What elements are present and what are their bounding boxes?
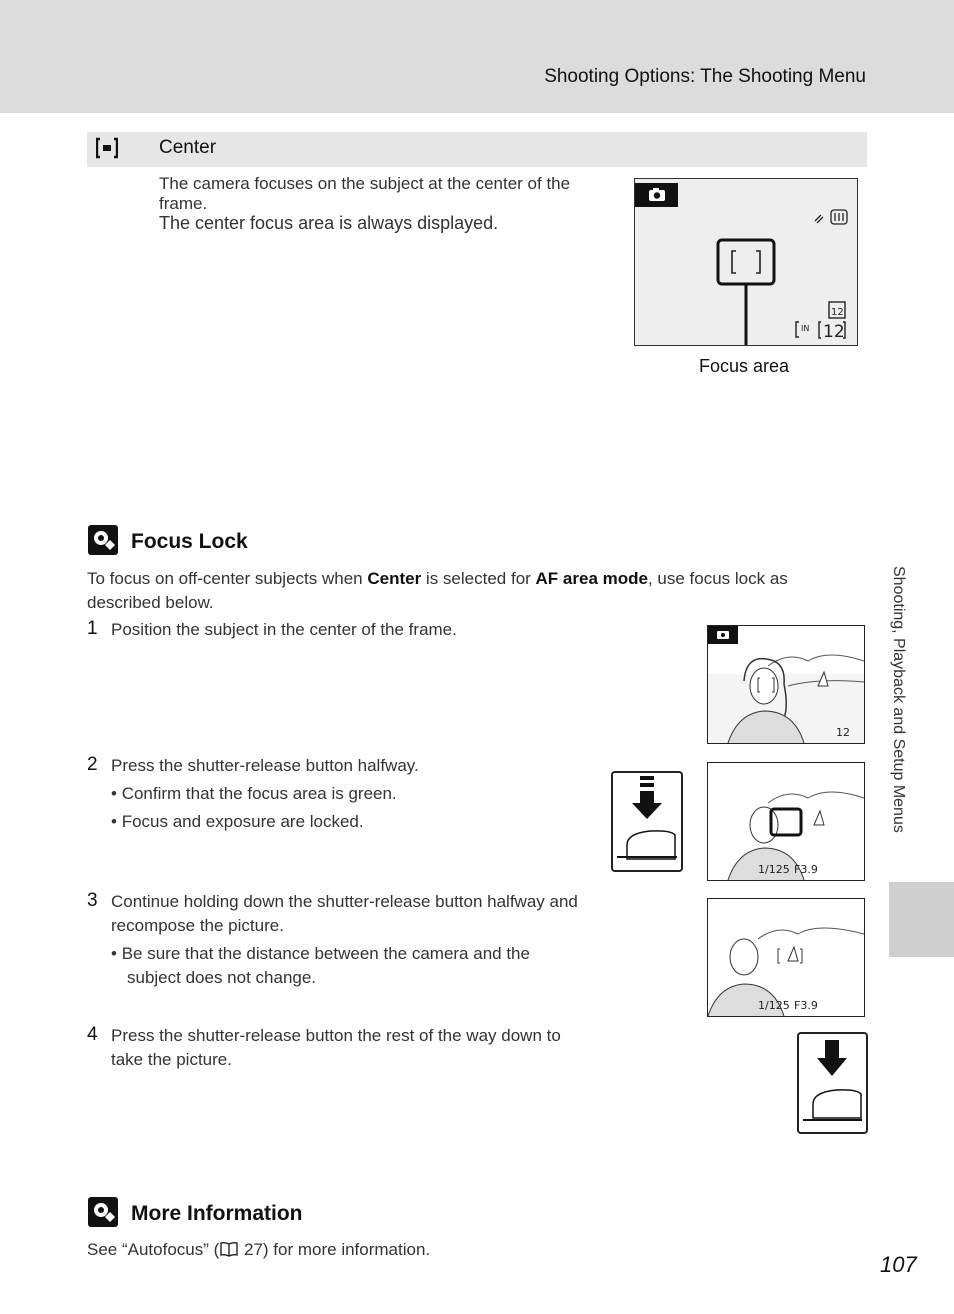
step-number: 2	[87, 754, 98, 775]
focus-lock-intro	[87, 567, 847, 615]
more-info-title: More Information	[131, 1202, 303, 1225]
internal-memory-icon	[796, 322, 809, 337]
aperture: F3.9	[794, 999, 818, 1012]
figure-caption: Focus area	[699, 356, 790, 376]
svg-text:IN: IN	[801, 324, 810, 333]
focus-lock-title: Focus Lock	[131, 530, 248, 553]
page-number: 107	[880, 1252, 917, 1277]
step-number: 4	[87, 1024, 98, 1045]
step-text: Press the shutter-release button halfway.	[111, 756, 419, 775]
hint-icon	[88, 525, 118, 555]
step-text: Continue holding down the shutter-release button halfway and recompose the picture.	[111, 892, 578, 935]
intro-text: , use focus lock as described below.	[87, 569, 788, 612]
step1-photo	[707, 625, 865, 744]
bullet-item: • Be sure that the distance between the camera and the subject does not change.	[111, 944, 530, 987]
image-size-icon	[829, 302, 845, 318]
aperture: F3.9	[794, 863, 818, 876]
center-description-1: The camera focuses on the subject at the center of the frame.	[159, 174, 571, 213]
half-press-drawing	[613, 773, 681, 870]
step-number: 1	[87, 618, 98, 639]
intro-text: is selected for	[421, 569, 536, 588]
intro-center-term: Center	[367, 569, 422, 588]
option-label: Center	[159, 137, 217, 158]
step-number: 3	[87, 890, 98, 911]
step3-photo	[707, 898, 865, 1017]
book-icon	[219, 1241, 239, 1257]
photo-counter: 12	[836, 726, 850, 739]
center-description-2: The center focus area is always displayed.	[159, 213, 499, 233]
header-band	[0, 0, 954, 113]
page-header-title: Shooting Options: The Shooting Menu	[544, 66, 866, 87]
bullet-text: Focus and exposure are locked.	[121, 812, 364, 831]
camera-screen-figure	[634, 178, 858, 346]
hint-icon	[88, 1197, 118, 1227]
portrait-scene-locked	[708, 763, 864, 880]
bullet-text: Confirm that the focus area is green.	[121, 784, 397, 803]
intro-text: To focus on off-center subjects when	[87, 569, 368, 588]
full-press-drawing	[799, 1034, 866, 1132]
shutter-speed: 1/125	[758, 999, 790, 1012]
vr-icon	[815, 210, 847, 224]
step-text: Position the subject in the center of the frame.	[111, 620, 457, 639]
more-info-text-part: 27) for more information.	[239, 1240, 431, 1259]
recomposed-scene	[708, 899, 864, 1016]
bullet-text: Be sure that the distance between the camera and the subject does not change.	[121, 944, 530, 987]
side-tab-label: Shooting, Playback and Setup Menus	[890, 566, 907, 833]
intro-af-area-term: AF area mode	[535, 569, 648, 588]
shutter-half-press-illustration	[611, 771, 683, 872]
more-info-text-part: See “Autofocus” (	[87, 1240, 220, 1259]
shutter-full-press-illustration	[797, 1032, 868, 1134]
portrait-scene	[708, 626, 864, 743]
step2-photo	[707, 762, 865, 881]
shutter-speed: 1/125	[758, 863, 790, 876]
step-text: Press the shutter-release button the rest of the way down to take the picture.	[111, 1026, 561, 1069]
camera-screen-drawing	[635, 179, 857, 345]
more-info-text	[87, 1240, 430, 1260]
bullet-item: • Focus and exposure are locked.	[111, 812, 364, 831]
side-tab-marker	[889, 882, 954, 957]
shots-remaining: 12	[823, 322, 845, 342]
svg-text:12: 12	[831, 307, 844, 318]
bullet-item: • Confirm that the focus area is green.	[111, 784, 397, 803]
center-focus-icon	[96, 137, 118, 159]
